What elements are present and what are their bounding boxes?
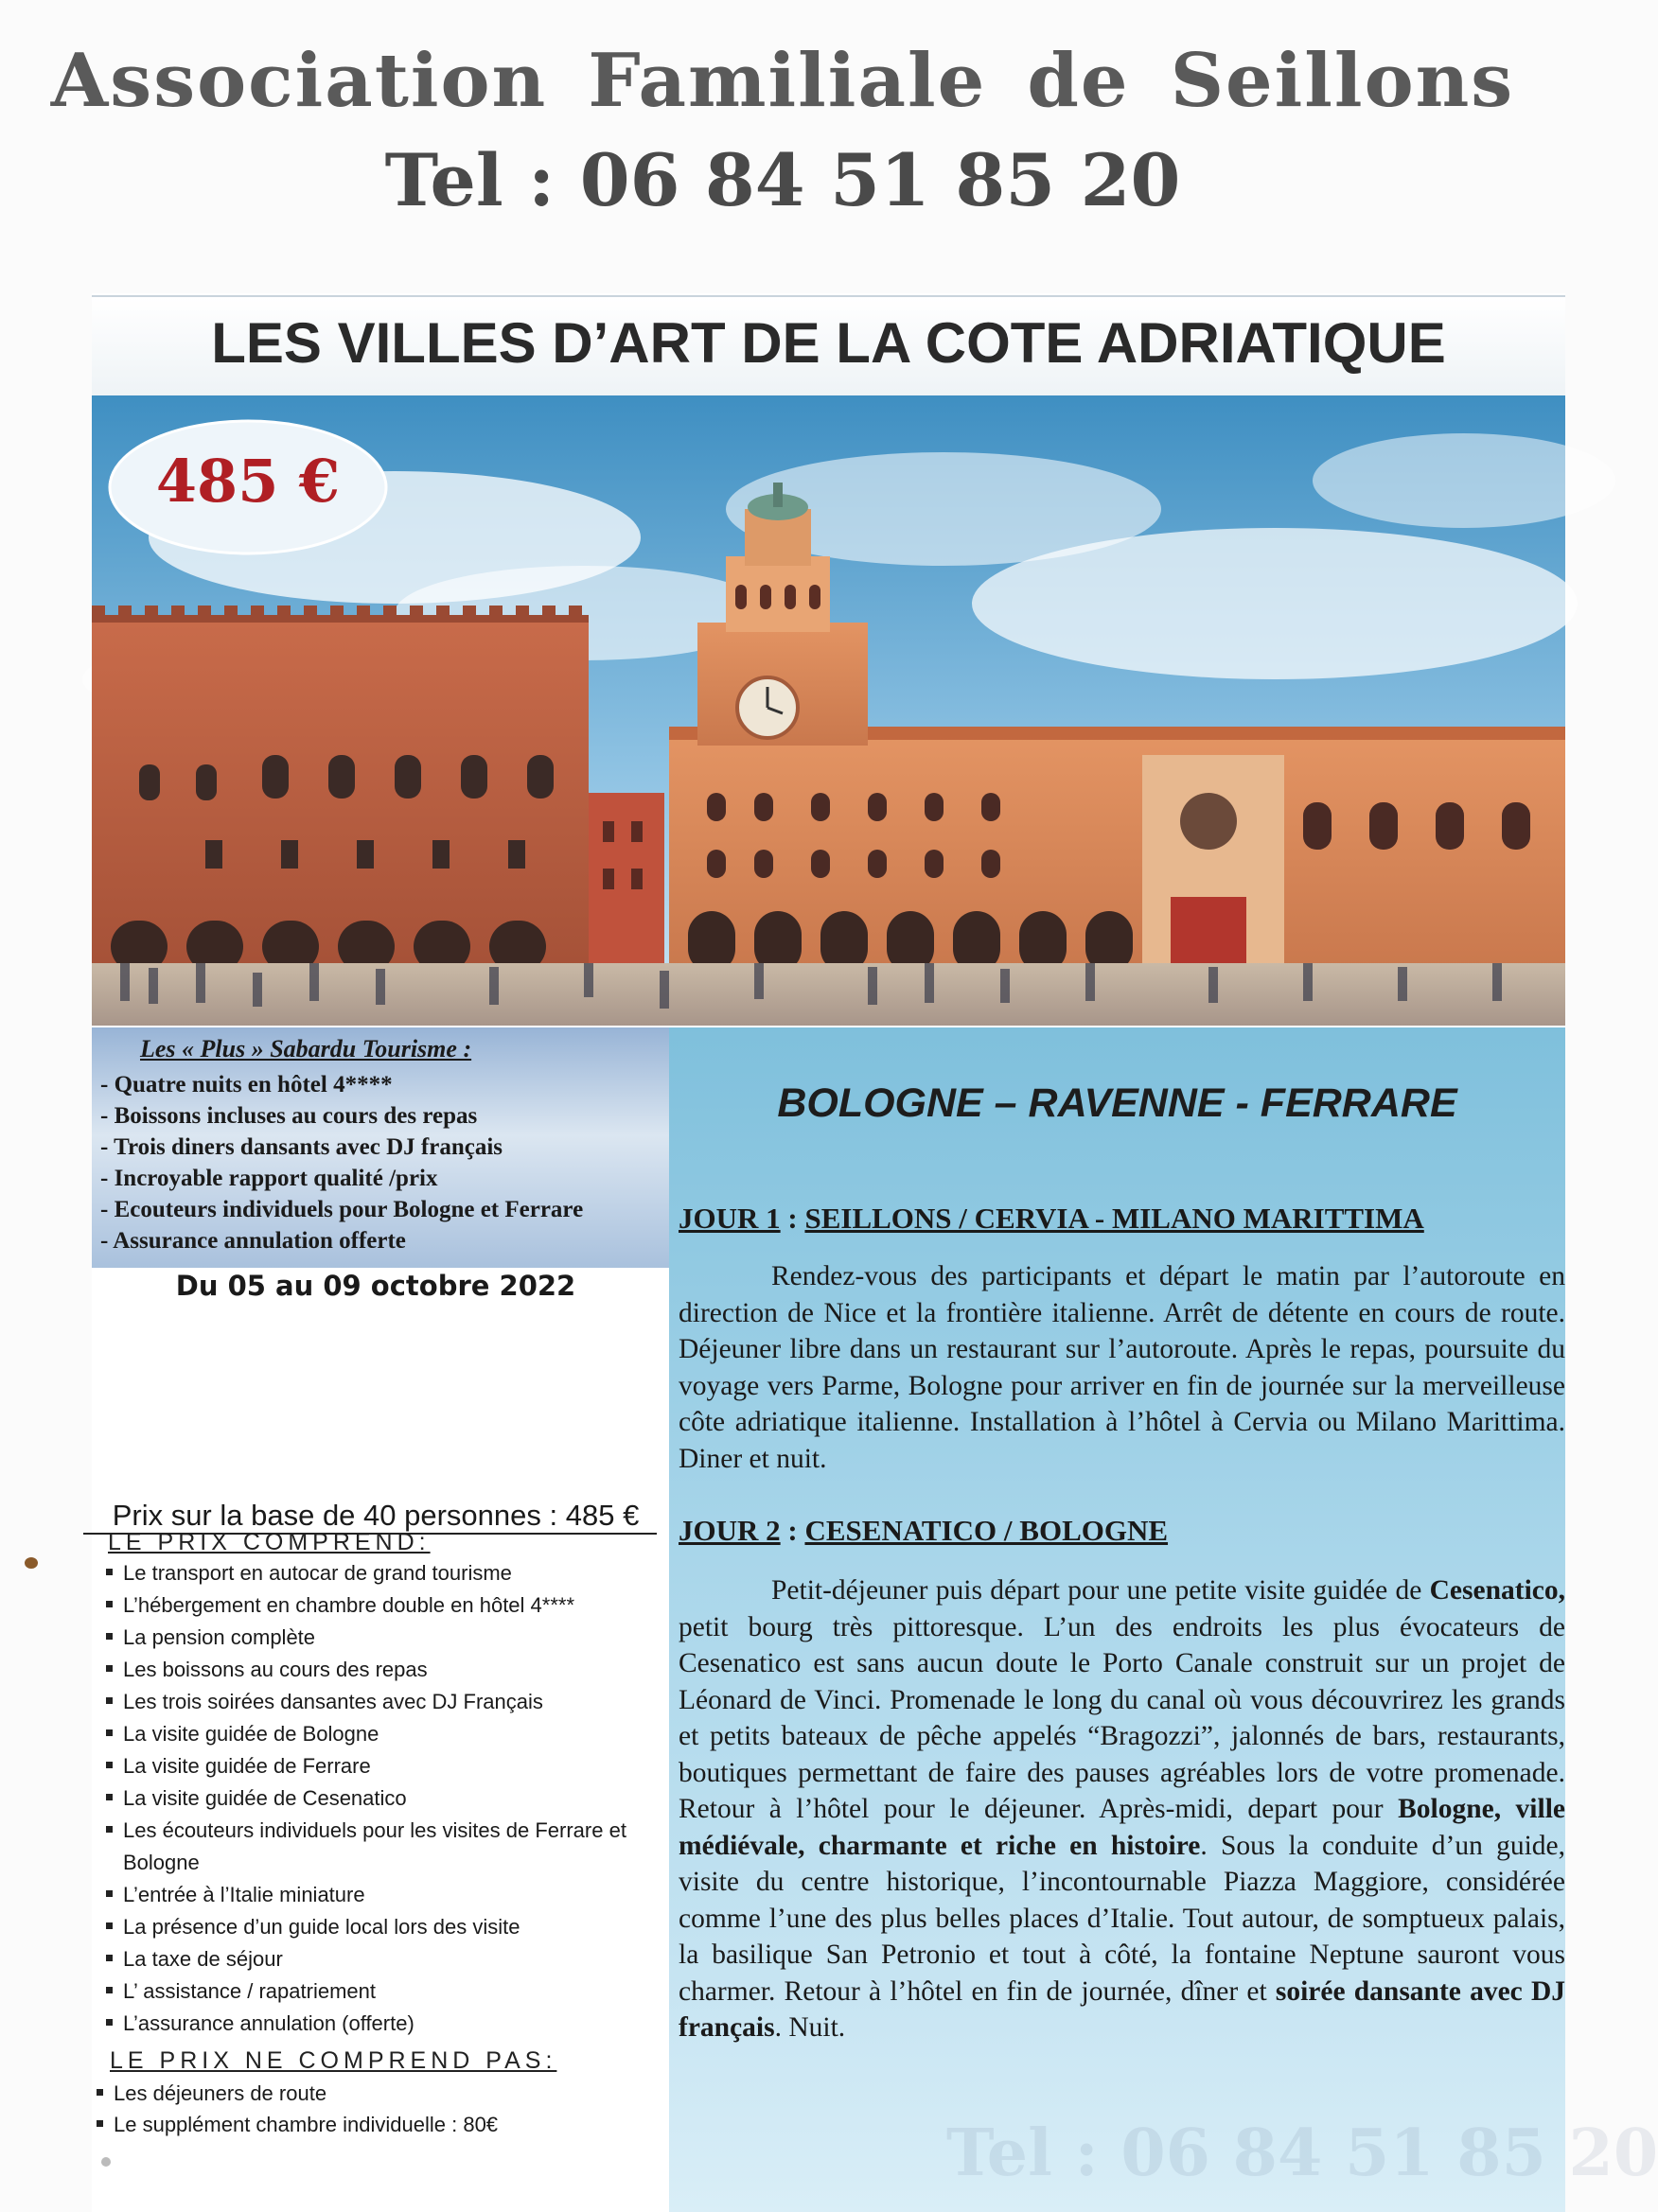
list-item: Le supplément chambre individuelle : 80€	[97, 2109, 664, 2140]
excludes-title: LE PRIX NE COMPREND PAS:	[110, 2047, 557, 2074]
plus-title: Les « Plus » Sabardu Tourisme :	[140, 1035, 472, 1062]
list-item: La pension complète	[106, 1622, 664, 1654]
day1-route: SEILLONS / CERVIA - MILANO MARITTIMA	[804, 1202, 1424, 1235]
day2-text	[679, 1572, 1565, 2046]
includes-list	[106, 1557, 664, 2040]
list-item: Les trois soirées dansantes avec DJ Français	[106, 1686, 664, 1718]
scan-speck	[101, 2157, 111, 2167]
list-item: - Quatre nuits en hôtel 4****	[100, 1072, 393, 1097]
watermark: Tel : 06 84 51 85 20	[946, 2115, 1658, 2191]
day1-sep: :	[780, 1202, 805, 1235]
list-item: La visite guidée de Ferrare	[106, 1750, 664, 1782]
day2-route: CESENATICO / BOLOGNE	[804, 1514, 1169, 1547]
day2-sep: :	[780, 1514, 805, 1547]
day2-bold2: Bologne, ville médiévale, charmante et riche en histoire	[679, 1794, 1565, 1861]
list-item: La visite guidée de Cesenatico	[106, 1782, 664, 1815]
list-item: Les déjeuners de route	[97, 2078, 664, 2109]
list-item: - Trois diners dansants avec DJ français	[100, 1134, 503, 1160]
day1-text	[679, 1258, 1565, 1477]
list-item: Les écouteurs individuels pour les visites de Ferrare et Bologne	[106, 1815, 653, 1879]
list-item: - Incroyable rapport qualité /prix	[100, 1166, 438, 1191]
page-title: LES VILLES D’ART DE LA COTE ADRIATIQUE	[211, 311, 1446, 375]
price-badge-text: 485 €	[155, 447, 341, 516]
day1-label: JOUR 1	[679, 1202, 781, 1235]
list-item: L’ assistance / rapatriement	[106, 1975, 664, 2008]
list-item: L’entrée à l’Italie miniature	[106, 1879, 664, 1911]
list-item: La visite guidée de Bologne	[106, 1718, 664, 1750]
scan-speck	[25, 1557, 38, 1569]
day2-part4: . Nuit.	[774, 2012, 846, 2043]
list-item: - Boissons incluses au cours des repas	[100, 1103, 478, 1129]
itinerary-subtitle: BOLOGNE – RAVENNE - FERRARE	[777, 1080, 1457, 1126]
excludes-list	[97, 2078, 664, 2140]
trip-dates: Du 05 au 09 octobre 2022	[175, 1270, 576, 1302]
list-item: - Ecouteurs individuels pour Bologne et Ferrare	[100, 1197, 584, 1222]
day2-part1: Petit-déjeuner puis départ pour une petite visite guidée de	[771, 1575, 1430, 1606]
list-item: Le transport en autocar de grand tourisme	[106, 1557, 664, 1589]
includes-title: LE PRIX COMPREND:	[108, 1529, 431, 1555]
day2-label: JOUR 2	[679, 1514, 781, 1547]
list-item: L’assurance annulation (offerte)	[106, 2008, 664, 2040]
list-item: - Assurance annulation offerte	[100, 1228, 406, 1254]
day1-heading	[679, 1202, 1424, 1236]
day2-bold1: Cesenatico,	[1429, 1575, 1565, 1606]
list-item: L’hébergement en chambre double en hôtel 4****	[106, 1589, 664, 1622]
list-item: Les boissons au cours des repas	[106, 1654, 664, 1686]
day2-heading	[679, 1514, 1168, 1548]
association-phone: Tel : 06 84 51 85 20	[384, 138, 1181, 222]
day1-body: Rendez-vous des participants et départ le matin par l’autoroute en direction de Nice et la frontière italienne. Arrêt de détente en cours de route. Déjeuner libre dans un restaurant sur l’autoroute. Après le repas, poursuite du voyage vers Parme, Bologne pour arriver en fin de journée sur la merveilleuse côte adriatique italienne. Installation à l’hôtel à Cervia ou Milano Marittima. Diner et nuit.	[679, 1261, 1565, 1474]
list-item: La présence d’un guide local lors des visite	[106, 1911, 664, 1943]
price-base: Prix sur la base de 40 personnes : 485 €	[112, 1499, 640, 1532]
day2-bold3: soirée dansante avec DJ français	[679, 1975, 1565, 2043]
list-item: La taxe de séjour	[106, 1943, 664, 1975]
plus-list	[100, 1069, 668, 1256]
day2-part3: . Sous la conduite d’un guide, visite du centre historique, l’incontournable Piazza Maggiore, considérée comme l’une des plus belles places d’Italie. Tout autour, de somptueux palais, la basilique San Petronio et tout à côté, la fontaine Neptune sauront vous charmer. Retour à l’hôtel en fin de journée, dîner et	[679, 1830, 1566, 2007]
association-title: Association Familiale de Seillons	[50, 38, 1515, 124]
day2-part2: petit bourg très pittoresque. L’un des endroits les plus évocateurs de Cesenatico est sans aucun doute le Porto Canale construit sur un projet de Léonard de Vinci. Promenade le long du canal où vous découvrirez les grands et petits bateaux de pêche appelés “Bragozzi”, jalonnés de bars, restaurants, boutiques permettant de faire des pauses agréables lors de votre promenade. Retour à l’hôtel pour le déjeuner. Après-midi, depart pour	[679, 1611, 1565, 1824]
